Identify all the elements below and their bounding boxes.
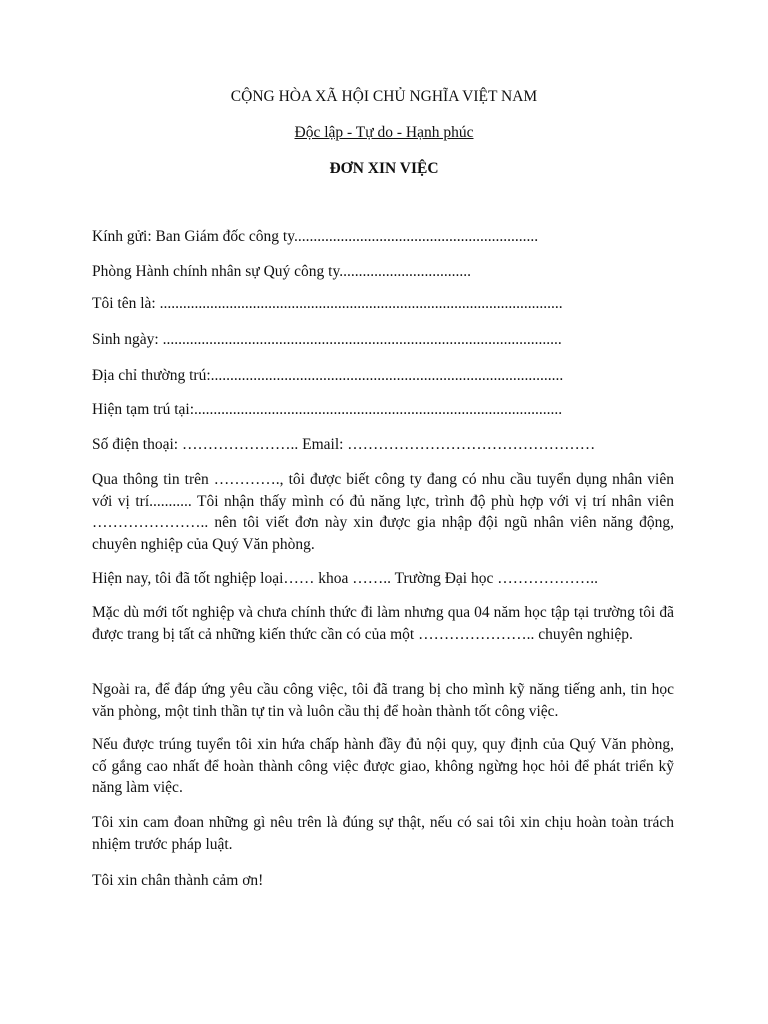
- paragraph-thanks: Tôi xin chân thành cảm ơn!: [92, 872, 264, 889]
- department-line: Phòng Hành chính nhân sự Quý công ty..................................: [92, 263, 471, 280]
- paragraph-declaration: Tôi xin cam đoan những gì nêu trên là đúng sự thật, nếu có sai tôi xin chịu hoàn toàn trách nhiệm trước pháp luật.: [92, 814, 674, 853]
- slogan: Độc lập - Tự do - Hạnh phúc: [294, 124, 474, 141]
- paragraph-job-interest: Qua thông tin trên …………., tôi được biết công ty đang có nhu cầu tuyển dụng nhân viên với vị trí........... Tôi nhận thấy mình có đủ năng lực, trình độ phù hợp với vị trí nhân viên ………………….. nên tôi viết đơn này xin được gia nhập đội ngũ nhân viên năng động, chuyên nghiệp của Quý Văn phòng.: [92, 471, 674, 553]
- paragraph-skills: Ngoài ra, để đáp ứng yêu cầu công việc, tôi đã trang bị cho mình kỹ năng tiếng anh, tin học văn phòng, một tinh thần tự tin và luôn cầu thị để hoàn thành tốt công việc.: [92, 681, 674, 720]
- temporary-address-field: Hiện tạm trú tại:...............................................................................................: [92, 401, 563, 418]
- paragraph-commitment: Nếu được trúng tuyển tôi xin hứa chấp hành đầy đủ nội quy, quy định của Quý Văn phòng, cố gắng cao nhất để hoàn thành công việc được giao, không ngừng học hỏi để phát triển kỹ năng làm việc.: [92, 736, 674, 796]
- birth-date-field: Sinh ngày: .......................................................................................................: [92, 331, 562, 348]
- name-field: Tôi tên là: ........................................................................................................: [92, 295, 563, 312]
- paragraph-preparation: Mặc dù mới tốt nghiệp và chưa chính thức đi làm nhưng qua 04 năm học tập tại trường tôi đã được trang bị tất cả những kiến thức cần có của một ………………….. chuyên nghiệp.: [92, 604, 674, 643]
- permanent-address-field: Địa chỉ thường trú:...........................................................................................: [92, 367, 564, 384]
- addressee-line: Kính gửi: Ban Giám đốc công ty...............................................................: [92, 228, 539, 245]
- paragraph-education: Hiện nay, tôi đã tốt nghiệp loại…… khoa …….. Trường Đại học ………………..: [92, 570, 598, 587]
- document-title: ĐƠN XIN VIỆC: [329, 160, 439, 177]
- phone-email-field: Số điện thoại: ………………….. Email: …………………………………………: [92, 436, 596, 453]
- national-motto: CỘNG HÒA XÃ HỘI CHỦ NGHĨA VIỆT NAM: [230, 88, 538, 105]
